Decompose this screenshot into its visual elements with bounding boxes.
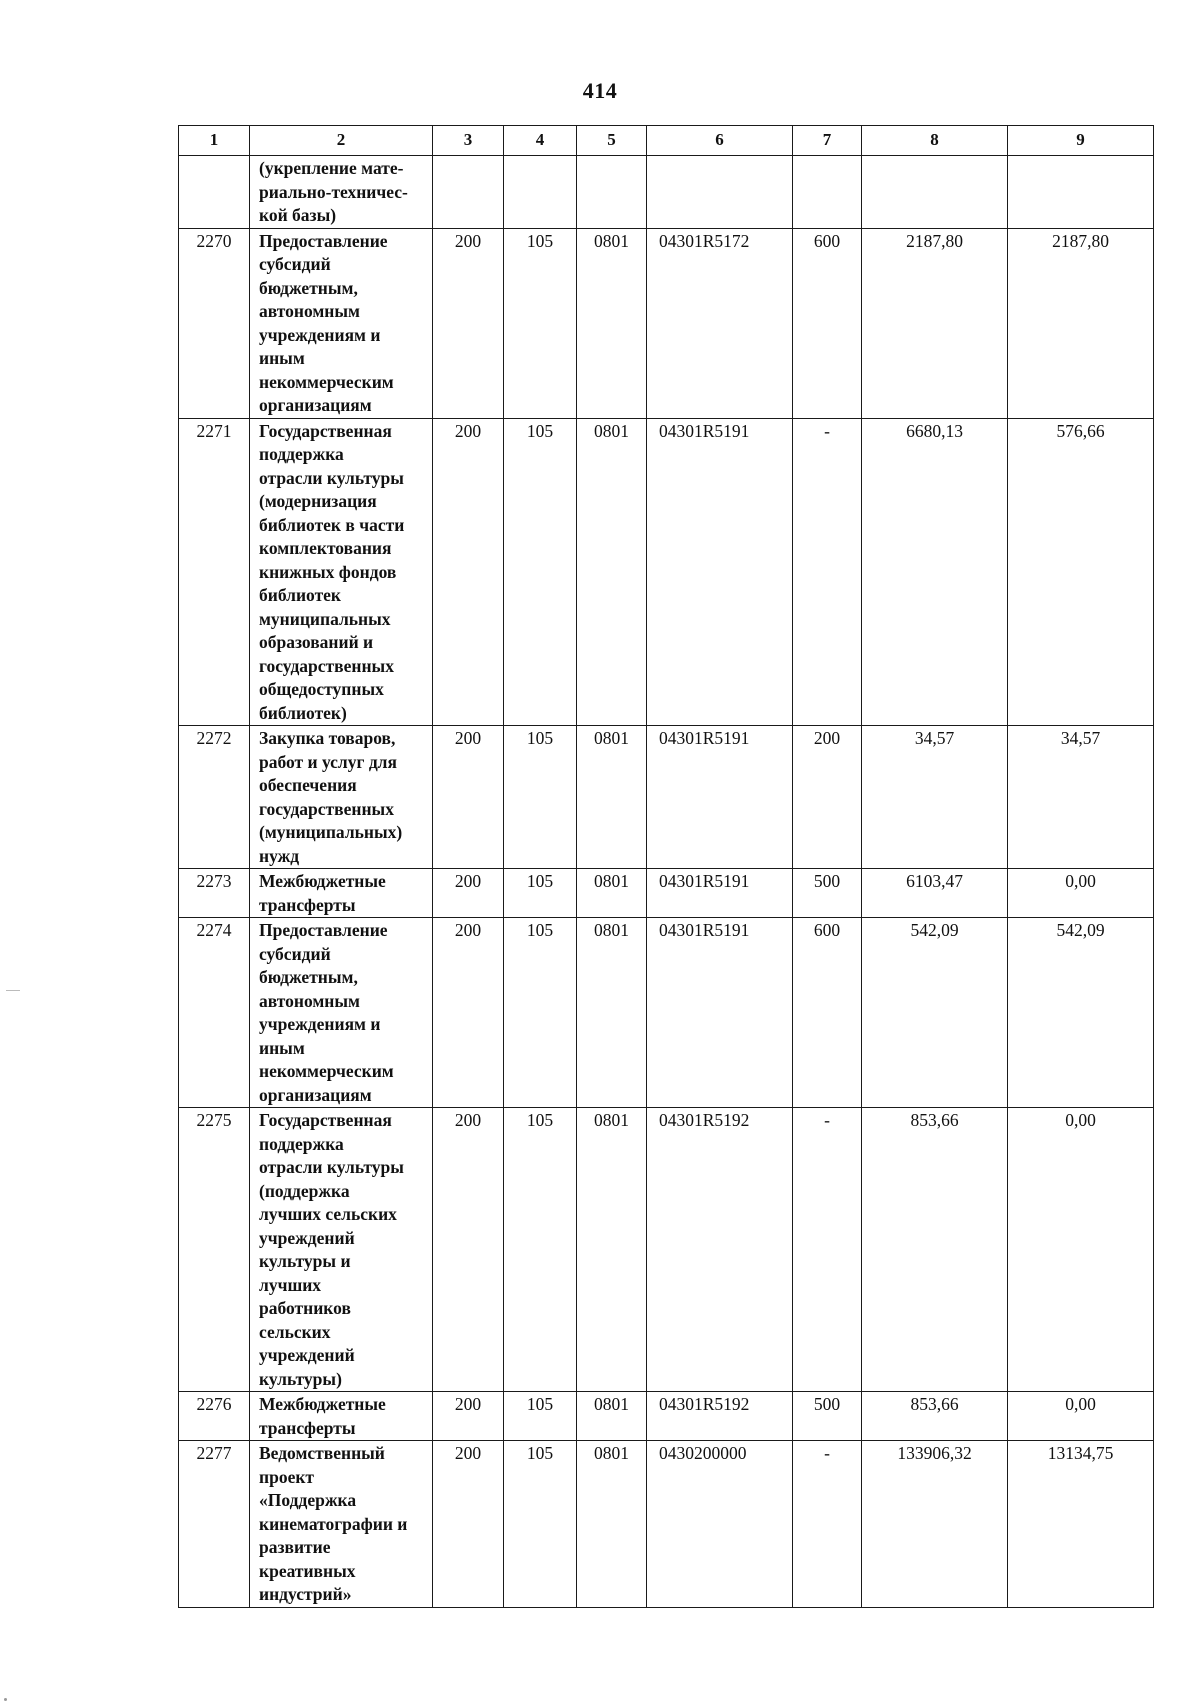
table-row [179, 156, 1154, 229]
code-cell: 600 [793, 228, 862, 418]
code-cell: 105 [504, 1392, 577, 1441]
code-cell: 04301R5191 [647, 869, 793, 918]
row-number-cell: 2270 [179, 228, 250, 418]
code-cell: 0801 [577, 1392, 647, 1441]
page-number: 414 [582, 78, 618, 103]
code-cell: 105 [504, 228, 577, 418]
code-cell: - [793, 1108, 862, 1392]
table-row [179, 1441, 1154, 1608]
value-cell: 853,66 [862, 1108, 1008, 1392]
code-cell: - [793, 1441, 862, 1608]
code-cell: 0430200000 [647, 1441, 793, 1608]
header-cell: 7 [793, 126, 862, 156]
row-number-cell: 2276 [179, 1392, 250, 1441]
table-body [179, 156, 1154, 1608]
code-cell: 200 [433, 1108, 504, 1392]
row-number-cell: 2277 [179, 1441, 250, 1608]
code-cell: - [793, 418, 862, 726]
code-cell: 105 [504, 418, 577, 726]
value-cell: 2187,80 [1008, 228, 1154, 418]
code-cell: 04301R5192 [647, 1392, 793, 1441]
row-name-cell: Государственная поддержка отрасли культуры (поддержка лучших сельских учреждений культуры и лучших работников сельских учреждений культуры) [250, 1108, 433, 1392]
table-row [179, 918, 1154, 1108]
code-cell: 105 [504, 918, 577, 1108]
value-cell: 0,00 [1008, 869, 1154, 918]
value-cell: 542,09 [1008, 918, 1154, 1108]
code-cell: 0801 [577, 1441, 647, 1608]
code-cell: 200 [433, 1392, 504, 1441]
code-cell: 0801 [577, 1108, 647, 1392]
code-cell [793, 156, 862, 229]
code-cell: 04301R5191 [647, 418, 793, 726]
code-cell: 04301R5191 [647, 918, 793, 1108]
code-cell: 105 [504, 869, 577, 918]
code-cell: 200 [433, 869, 504, 918]
value-cell: 13134,75 [1008, 1441, 1154, 1608]
row-number-cell [179, 156, 250, 229]
row-number-cell: 2271 [179, 418, 250, 726]
code-cell: 200 [433, 918, 504, 1108]
value-cell: 0,00 [1008, 1108, 1154, 1392]
code-cell: 04301R5191 [647, 726, 793, 869]
row-name-cell: Межбюджетные трансферты [250, 869, 433, 918]
code-cell: 200 [433, 726, 504, 869]
code-cell: 04301R5172 [647, 228, 793, 418]
value-cell: 853,66 [862, 1392, 1008, 1441]
row-number-cell: 2274 [179, 918, 250, 1108]
code-cell: 0801 [577, 228, 647, 418]
table-row [179, 418, 1154, 726]
value-cell: 34,57 [1008, 726, 1154, 869]
code-cell [577, 156, 647, 229]
code-cell: 0801 [577, 918, 647, 1108]
value-cell [862, 156, 1008, 229]
value-cell: 542,09 [862, 918, 1008, 1108]
row-name-cell: Ведомственный проект «Поддержка кинематографии и развитие креативных индустрий» [250, 1441, 433, 1608]
value-cell: 2187,80 [862, 228, 1008, 418]
row-name-cell: Межбюджетные трансферты [250, 1392, 433, 1441]
table-row [179, 1392, 1154, 1441]
code-cell: 0801 [577, 726, 647, 869]
row-name-cell: (укрепление мате- риально-техничес- кой базы) [250, 156, 433, 229]
code-cell [433, 156, 504, 229]
code-cell [647, 156, 793, 229]
row-number-cell: 2272 [179, 726, 250, 869]
header-cell: 3 [433, 126, 504, 156]
row-name-cell: Предоставление субсидий бюджетным, автономным учреждениям и иным некоммерческим организациям [250, 228, 433, 418]
value-cell: 576,66 [1008, 418, 1154, 726]
table-row [179, 228, 1154, 418]
value-cell: 6103,47 [862, 869, 1008, 918]
code-cell: 105 [504, 1441, 577, 1608]
scan-mark [6, 990, 20, 991]
scan-mark [4, 1698, 7, 1701]
code-cell: 04301R5192 [647, 1108, 793, 1392]
code-cell: 0801 [577, 418, 647, 726]
value-cell: 6680,13 [862, 418, 1008, 726]
header-cell: 4 [504, 126, 577, 156]
code-cell: 200 [433, 1441, 504, 1608]
row-number-cell: 2273 [179, 869, 250, 918]
code-cell: 600 [793, 918, 862, 1108]
table-row [179, 869, 1154, 918]
value-cell: 133906,32 [862, 1441, 1008, 1608]
header-cell: 2 [250, 126, 433, 156]
row-name-cell: Предоставление субсидий бюджетным, автономным учреждениям и иным некоммерческим организациям [250, 918, 433, 1108]
header-cell: 1 [179, 126, 250, 156]
header-cell: 6 [647, 126, 793, 156]
value-cell: 0,00 [1008, 1392, 1154, 1441]
code-cell: 500 [793, 1392, 862, 1441]
budget-table [178, 125, 1154, 1608]
row-number-cell: 2275 [179, 1108, 250, 1392]
row-name-cell: Закупка товаров, работ и услуг для обеспечения государственных (муниципальных) нужд [250, 726, 433, 869]
header-cell: 8 [862, 126, 1008, 156]
table-row [179, 726, 1154, 869]
code-cell: 200 [793, 726, 862, 869]
table-row [179, 1108, 1154, 1392]
code-cell: 105 [504, 1108, 577, 1392]
row-name-cell: Государственная поддержка отрасли культуры (модернизация библиотек в части комплектования книжных фондов библиотек муниципальных образований и государственных общедоступных библиотек) [250, 418, 433, 726]
code-cell: 0801 [577, 869, 647, 918]
code-cell: 200 [433, 228, 504, 418]
code-cell: 105 [504, 726, 577, 869]
code-cell: 200 [433, 418, 504, 726]
header-cell: 5 [577, 126, 647, 156]
value-cell: 34,57 [862, 726, 1008, 869]
code-cell [504, 156, 577, 229]
header-row [179, 126, 1154, 156]
code-cell: 500 [793, 869, 862, 918]
header-cell: 9 [1008, 126, 1154, 156]
value-cell [1008, 156, 1154, 229]
